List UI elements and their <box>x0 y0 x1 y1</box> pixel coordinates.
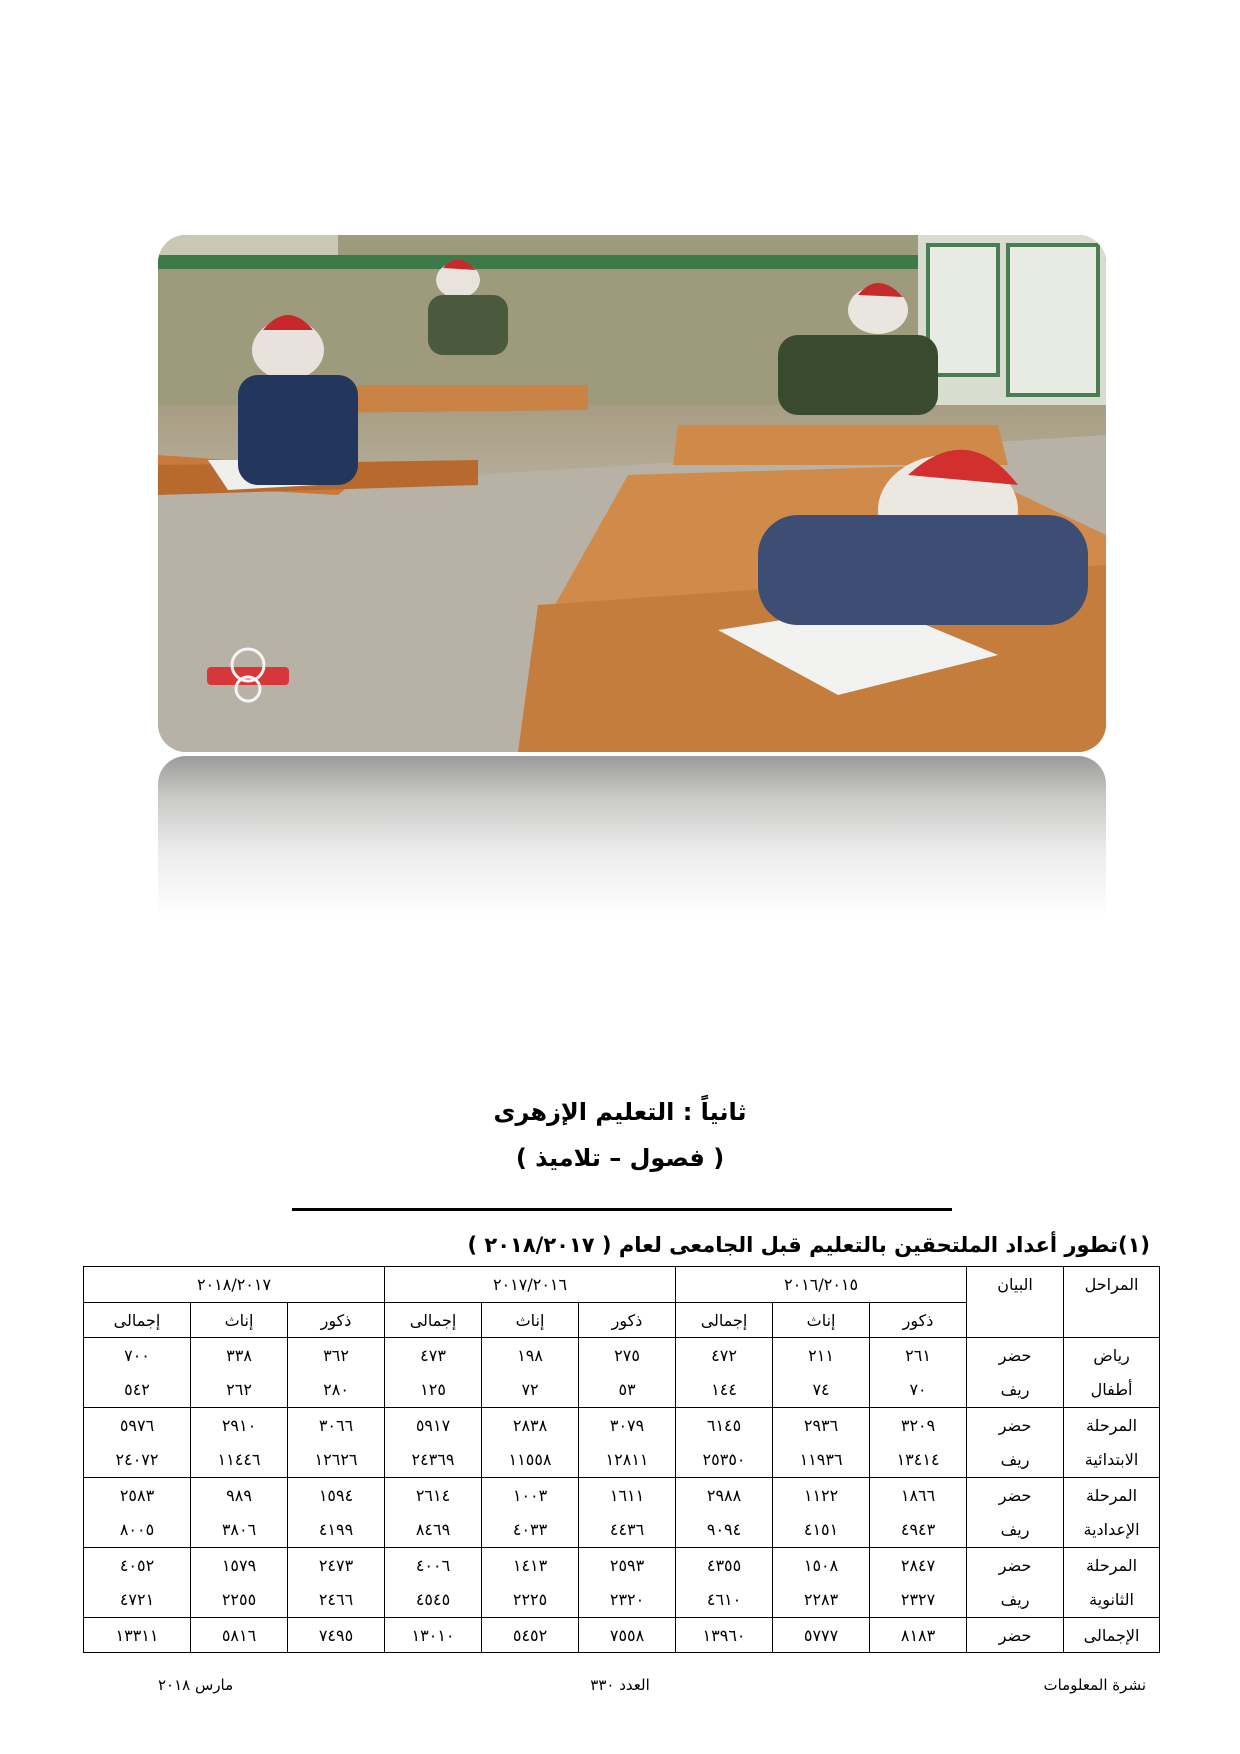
value-cell: ٥٩١٧ <box>385 1408 482 1443</box>
value-cell: ٢٦٢ <box>191 1373 288 1408</box>
value-cell: ٤٧٢ <box>676 1338 773 1373</box>
value-cell: ٢٨٤٧ <box>870 1548 967 1583</box>
value-cell: ٢٤٧٣ <box>288 1548 385 1583</box>
value-cell: ٤٣٥٥ <box>676 1548 773 1583</box>
value-cell: ٤١٥١ <box>773 1513 870 1548</box>
value-cell: ٣٢٠٩ <box>870 1408 967 1443</box>
stage-cell: الإجمالى <box>1064 1618 1160 1653</box>
stage-cell: الإعدادية <box>1064 1513 1160 1548</box>
table-caption: (١)تطور أعداد الملتحقين بالتعليم قبل الجامعى لعام ( ٢٠١٨/٢٠١٧ ) <box>467 1233 1150 1257</box>
kind-cell: ريف <box>967 1373 1064 1408</box>
value-cell: ٧٥٥٨ <box>579 1618 676 1653</box>
value-cell: ٥٤٢ <box>84 1373 191 1408</box>
stage-cell: المرحلة <box>1064 1408 1160 1443</box>
header-year: ٢٠١٦/٢٠١٥ <box>676 1267 967 1303</box>
value-cell: ٢٥٣٥٠ <box>676 1443 773 1478</box>
value-cell: ١١٤٤٦ <box>191 1443 288 1478</box>
header-stage: المراحل <box>1064 1267 1160 1338</box>
table-row <box>84 1618 1160 1653</box>
value-cell: ٢٧٥ <box>579 1338 676 1373</box>
value-cell: ١٥٩٤ <box>288 1478 385 1513</box>
value-cell: ٢٨٠ <box>288 1373 385 1408</box>
stage-cell: الابتدائية <box>1064 1443 1160 1478</box>
header-male: ذكور <box>288 1303 385 1338</box>
value-cell: ١٣٣١١ <box>84 1618 191 1653</box>
value-cell: ١١٩٣٦ <box>773 1443 870 1478</box>
value-cell: ٧٠ <box>870 1373 967 1408</box>
table-row <box>84 1478 1160 1513</box>
value-cell: ٨١٨٣ <box>870 1618 967 1653</box>
value-cell: ٥٧٧٧ <box>773 1618 870 1653</box>
value-cell: ٨٤٦٩ <box>385 1513 482 1548</box>
value-cell: ٣٦٢ <box>288 1338 385 1373</box>
table-row <box>84 1408 1160 1443</box>
value-cell: ٤١٩٩ <box>288 1513 385 1548</box>
stage-cell: المرحلة <box>1064 1548 1160 1583</box>
value-cell: ٢٩٨٨ <box>676 1478 773 1513</box>
value-cell: ١١٥٥٨ <box>482 1443 579 1478</box>
value-cell: ٧٢ <box>482 1373 579 1408</box>
value-cell: ١٥٠٨ <box>773 1548 870 1583</box>
header-male: ذكور <box>870 1303 967 1338</box>
value-cell: ٢٢٢٥ <box>482 1583 579 1618</box>
value-cell: ١٠٠٣ <box>482 1478 579 1513</box>
value-cell: ٤٥٤٥ <box>385 1583 482 1618</box>
value-cell: ٢١١ <box>773 1338 870 1373</box>
watermark-logo-icon <box>205 645 291 705</box>
value-cell: ٣٨٠٦ <box>191 1513 288 1548</box>
value-cell: ٢٤٠٧٢ <box>84 1443 191 1478</box>
kind-cell: ريف <box>967 1513 1064 1548</box>
stage-cell: أطفال <box>1064 1373 1160 1408</box>
value-cell: ١٩٨ <box>482 1338 579 1373</box>
value-cell: ٢٥٩٣ <box>579 1548 676 1583</box>
value-cell: ٢٦١ <box>870 1338 967 1373</box>
value-cell: ٢٢٨٣ <box>773 1583 870 1618</box>
value-cell: ١٥٧٩ <box>191 1548 288 1583</box>
header-total: إجمالى <box>676 1303 773 1338</box>
header-total: إجمالى <box>385 1303 482 1338</box>
classroom-photo <box>158 235 1106 752</box>
table-row <box>84 1338 1160 1373</box>
value-cell: ٥٨١٦ <box>191 1618 288 1653</box>
value-cell: ٥٣ <box>579 1373 676 1408</box>
header-total: إجمالى <box>84 1303 191 1338</box>
value-cell: ٢٤٦٦ <box>288 1583 385 1618</box>
header-male: ذكور <box>579 1303 676 1338</box>
footer-date: مارس ٢٠١٨ <box>158 1676 234 1694</box>
stage-cell: الثانوية <box>1064 1583 1160 1618</box>
photo-reflection <box>158 756 1106 916</box>
value-cell: ٤٠٠٦ <box>385 1548 482 1583</box>
classroom-illustration <box>158 235 1106 752</box>
value-cell: ٩٠٩٤ <box>676 1513 773 1548</box>
table-row <box>84 1548 1160 1583</box>
value-cell: ١٢٨١١ <box>579 1443 676 1478</box>
value-cell: ٢٣٢٠ <box>579 1583 676 1618</box>
table-row <box>84 1373 1160 1408</box>
value-cell: ٦١٤٥ <box>676 1408 773 1443</box>
stage-cell: المرحلة <box>1064 1478 1160 1513</box>
value-cell: ٢٤٣٦٩ <box>385 1443 482 1478</box>
value-cell: ٢٩٣٦ <box>773 1408 870 1443</box>
value-cell: ٤٧٢١ <box>84 1583 191 1618</box>
value-cell: ١١٢٢ <box>773 1478 870 1513</box>
header-year: ٢٠١٧/٢٠١٦ <box>385 1267 676 1303</box>
value-cell: ٤٩٤٣ <box>870 1513 967 1548</box>
value-cell: ١٣٤١٤ <box>870 1443 967 1478</box>
value-cell: ١٣٩٦٠ <box>676 1618 773 1653</box>
header-female: إناث <box>191 1303 288 1338</box>
value-cell: ١٢٥ <box>385 1373 482 1408</box>
header-kind: البيان <box>967 1267 1064 1338</box>
kind-cell: حضر <box>967 1338 1064 1373</box>
value-cell: ٣٣٨ <box>191 1338 288 1373</box>
table-row <box>84 1513 1160 1548</box>
value-cell: ٧٤ <box>773 1373 870 1408</box>
kind-cell: ريف <box>967 1583 1064 1618</box>
section-title: ثانياً : التعليم الإزهرى <box>493 1098 747 1126</box>
value-cell: ٧٤٩٥ <box>288 1618 385 1653</box>
section-subtitle: ( فصول – تلاميذ ) <box>515 1144 725 1172</box>
value-cell: ٥٩٧٦ <box>84 1408 191 1443</box>
value-cell: ٢٦١٤ <box>385 1478 482 1513</box>
value-cell: ١٤١٣ <box>482 1548 579 1583</box>
footer-publication: نشرة المعلومات <box>1043 1676 1146 1694</box>
value-cell: ١٢٦٢٦ <box>288 1443 385 1478</box>
table-body <box>84 1338 1160 1653</box>
value-cell: ٣٠٧٩ <box>579 1408 676 1443</box>
value-cell: ٢٥٨٣ <box>84 1478 191 1513</box>
value-cell: ٤٦١٠ <box>676 1583 773 1618</box>
enrollment-table <box>83 1266 1160 1653</box>
value-cell: ١٣٠١٠ <box>385 1618 482 1653</box>
value-cell: ٢٢٥٥ <box>191 1583 288 1618</box>
stage-cell: رياض <box>1064 1338 1160 1373</box>
value-cell: ٤٠٣٣ <box>482 1513 579 1548</box>
title-divider <box>292 1208 952 1211</box>
value-cell: ٢٣٢٧ <box>870 1583 967 1618</box>
header-female: إناث <box>482 1303 579 1338</box>
kind-cell: حضر <box>967 1478 1064 1513</box>
value-cell: ٢٨٣٨ <box>482 1408 579 1443</box>
header-year: ٢٠١٨/٢٠١٧ <box>84 1267 385 1303</box>
value-cell: ٧٠٠ <box>84 1338 191 1373</box>
kind-cell: حضر <box>967 1408 1064 1443</box>
value-cell: ٣٠٦٦ <box>288 1408 385 1443</box>
value-cell: ١٤٤ <box>676 1373 773 1408</box>
table-row <box>84 1583 1160 1618</box>
kind-cell: حضر <box>967 1618 1064 1653</box>
value-cell: ٨٠٠٥ <box>84 1513 191 1548</box>
footer-issue: العدد ٣٣٠ <box>590 1676 650 1694</box>
value-cell: ١٦١١ <box>579 1478 676 1513</box>
kind-cell: حضر <box>967 1548 1064 1583</box>
value-cell: ٥٤٥٢ <box>482 1618 579 1653</box>
value-cell: ٤٠٥٢ <box>84 1548 191 1583</box>
value-cell: ٩٨٩ <box>191 1478 288 1513</box>
kind-cell: ريف <box>967 1443 1064 1478</box>
value-cell: ١٨٦٦ <box>870 1478 967 1513</box>
table-row <box>84 1443 1160 1478</box>
value-cell: ٤٧٣ <box>385 1338 482 1373</box>
value-cell: ٢٩١٠ <box>191 1408 288 1443</box>
value-cell: ٤٤٣٦ <box>579 1513 676 1548</box>
header-female: إناث <box>773 1303 870 1338</box>
